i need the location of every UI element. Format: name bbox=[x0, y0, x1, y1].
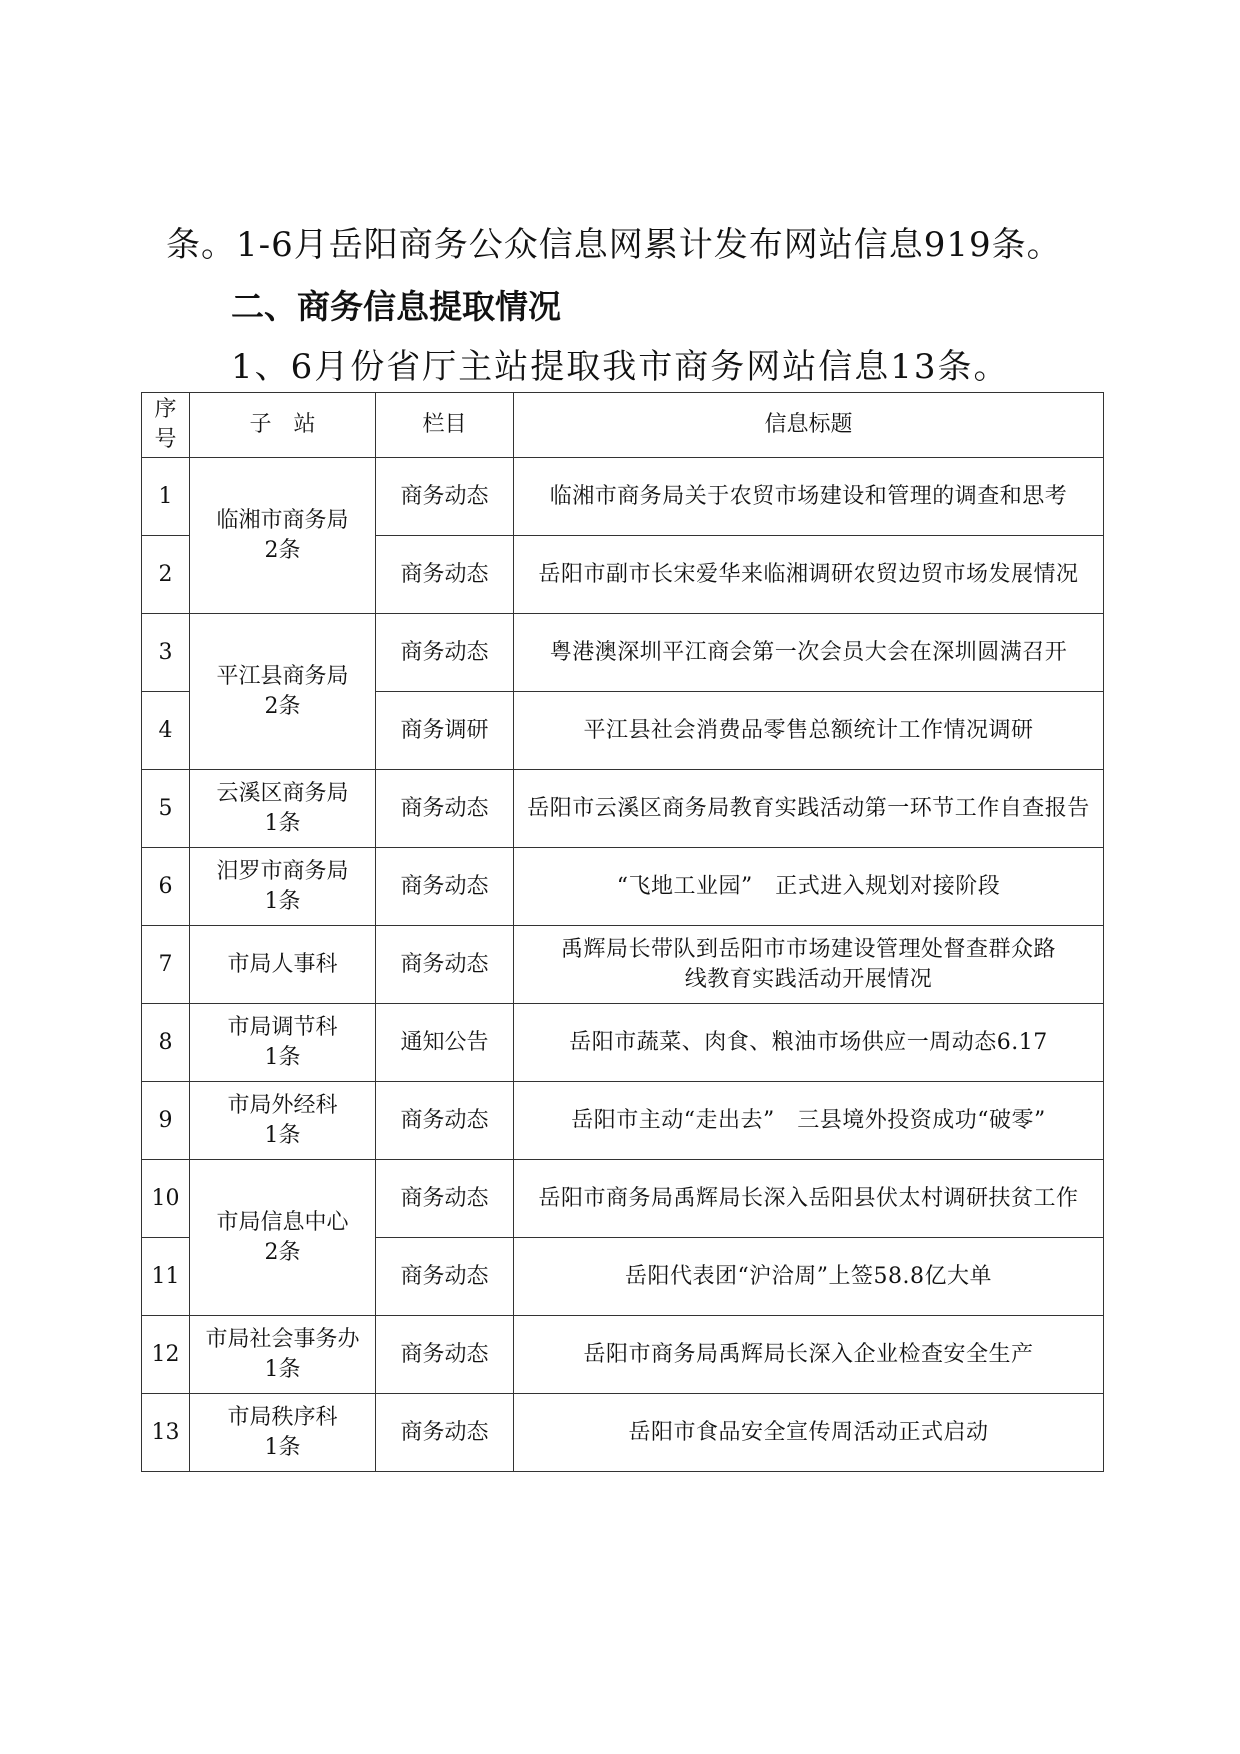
row-no: 13 bbox=[142, 1394, 190, 1472]
row-site: 临湘市商务局 2条 bbox=[190, 458, 376, 614]
row-title: 平江县社会消费品零售总额统计工作情况调研 bbox=[514, 692, 1104, 770]
table-row bbox=[142, 1004, 1104, 1082]
info-table bbox=[141, 392, 1104, 1472]
row-no: 5 bbox=[142, 770, 190, 848]
table-header-row bbox=[142, 393, 1104, 458]
row-title: 岳阳代表团“沪洽周”上签58.8亿大单 bbox=[514, 1238, 1104, 1316]
row-title: 岳阳市主动“走出去” 三县境外投资成功“破零” bbox=[514, 1082, 1104, 1160]
row-title: 岳阳市食品安全宣传周活动正式启动 bbox=[514, 1394, 1104, 1472]
table-row bbox=[142, 614, 1104, 692]
row-column: 商务动态 bbox=[376, 1316, 514, 1394]
row-no: 11 bbox=[142, 1238, 190, 1316]
header-site: 子 站 bbox=[190, 393, 376, 458]
item-paragraph: 1、6月份省厅主站提取我市商务网站信息13条。 bbox=[231, 347, 1010, 387]
row-site: 市局调节科 1条 bbox=[190, 1004, 376, 1082]
row-site: 市局社会事务办 1条 bbox=[190, 1316, 376, 1394]
table-row bbox=[142, 1316, 1104, 1394]
section-heading: 二、商务信息提取情况 bbox=[231, 287, 561, 326]
row-site: 市局外经科 1条 bbox=[190, 1082, 376, 1160]
table-row bbox=[142, 926, 1104, 1004]
row-title: 岳阳市蔬菜、肉食、粮油市场供应一周动态6.17 bbox=[514, 1004, 1104, 1082]
row-title: “飞地工业园” 正式进入规划对接阶段 bbox=[514, 848, 1104, 926]
row-no: 8 bbox=[142, 1004, 190, 1082]
row-no: 10 bbox=[142, 1160, 190, 1238]
row-site: 市局秩序科 1条 bbox=[190, 1394, 376, 1472]
row-column: 商务动态 bbox=[376, 848, 514, 926]
row-no: 6 bbox=[142, 848, 190, 926]
row-column: 商务动态 bbox=[376, 926, 514, 1004]
row-site: 云溪区商务局 1条 bbox=[190, 770, 376, 848]
row-title: 粤港澳深圳平江商会第一次会员大会在深圳圆满召开 bbox=[514, 614, 1104, 692]
row-column: 商务动态 bbox=[376, 536, 514, 614]
table-row bbox=[142, 1082, 1104, 1160]
table-row bbox=[142, 1160, 1104, 1238]
row-no: 1 bbox=[142, 458, 190, 536]
row-column: 通知公告 bbox=[376, 1004, 514, 1082]
row-title: 岳阳市商务局禹辉局长深入岳阳县伏太村调研扶贫工作 bbox=[514, 1160, 1104, 1238]
intro-paragraph: 条。1-6月岳阳商务公众信息网累计发布网站信息919条。 bbox=[166, 225, 1062, 265]
header-column: 栏目 bbox=[376, 393, 514, 458]
header-title: 信息标题 bbox=[514, 393, 1104, 458]
header-no: 序 号 bbox=[142, 393, 190, 458]
row-site: 市局人事科 bbox=[190, 926, 376, 1004]
row-no: 3 bbox=[142, 614, 190, 692]
row-title: 岳阳市副市长宋爱华来临湘调研农贸边贸市场发展情况 bbox=[514, 536, 1104, 614]
row-title: 岳阳市云溪区商务局教育实践活动第一环节工作自查报告 bbox=[514, 770, 1104, 848]
row-column: 商务动态 bbox=[376, 1160, 514, 1238]
row-column: 商务动态 bbox=[376, 770, 514, 848]
row-no: 9 bbox=[142, 1082, 190, 1160]
row-column: 商务调研 bbox=[376, 692, 514, 770]
row-no: 4 bbox=[142, 692, 190, 770]
row-no: 7 bbox=[142, 926, 190, 1004]
table-row bbox=[142, 848, 1104, 926]
row-site: 汨罗市商务局 1条 bbox=[190, 848, 376, 926]
row-column: 商务动态 bbox=[376, 614, 514, 692]
row-column: 商务动态 bbox=[376, 1082, 514, 1160]
row-column: 商务动态 bbox=[376, 458, 514, 536]
row-site: 市局信息中心 2条 bbox=[190, 1160, 376, 1316]
table-row bbox=[142, 770, 1104, 848]
table-row bbox=[142, 1394, 1104, 1472]
row-title: 禹辉局长带队到岳阳市市场建设管理处督查群众路 线教育实践活动开展情况 bbox=[514, 926, 1104, 1004]
row-no: 2 bbox=[142, 536, 190, 614]
row-title: 临湘市商务局关于农贸市场建设和管理的调查和思考 bbox=[514, 458, 1104, 536]
table-row bbox=[142, 458, 1104, 536]
row-site: 平江县商务局 2条 bbox=[190, 614, 376, 770]
row-column: 商务动态 bbox=[376, 1238, 514, 1316]
row-title: 岳阳市商务局禹辉局长深入企业检查安全生产 bbox=[514, 1316, 1104, 1394]
row-no: 12 bbox=[142, 1316, 190, 1394]
row-column: 商务动态 bbox=[376, 1394, 514, 1472]
